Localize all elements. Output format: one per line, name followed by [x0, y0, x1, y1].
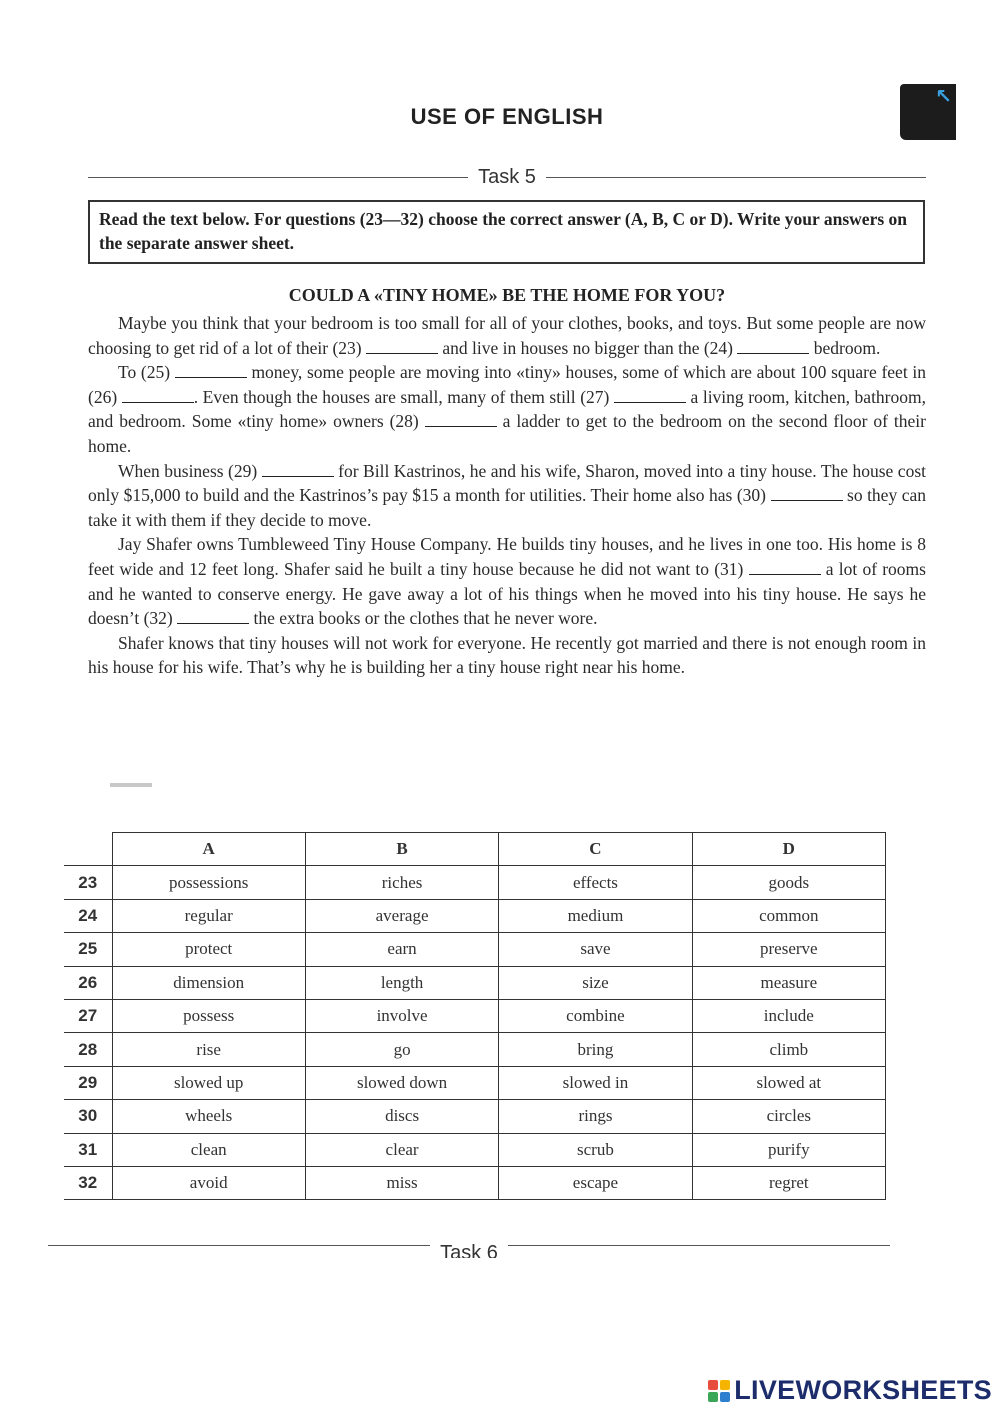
article-paragraph [88, 532, 926, 630]
answer-blank [177, 609, 249, 624]
option-cell: earn [305, 933, 498, 966]
option-cell: measure [692, 966, 885, 999]
answer-blank [749, 560, 821, 575]
paragraph-text: so they can take it with them if they decide to move. [88, 485, 926, 530]
table-row [64, 1100, 886, 1133]
table-row [64, 966, 886, 999]
option-cell: include [692, 999, 885, 1032]
option-cell: slowed at [692, 1066, 885, 1099]
paragraph-text: To (25) [118, 362, 175, 383]
task5-heading [88, 166, 926, 189]
option-cell: medium [499, 899, 692, 932]
question-number: 25 [64, 933, 112, 966]
option-cell: avoid [112, 1166, 305, 1199]
article-paragraph [88, 631, 926, 680]
option-cell: rise [112, 1033, 305, 1066]
option-cell: riches [305, 866, 498, 899]
question-number: 23 [64, 866, 112, 899]
option-cell: save [499, 933, 692, 966]
divider [546, 177, 926, 178]
arrow-up-left-icon: ↖ [935, 84, 952, 108]
answer-blank [122, 388, 194, 403]
option-cell: slowed in [499, 1066, 692, 1099]
option-cell: bring [499, 1033, 692, 1066]
paragraph-text: . Even though the houses are small, many of them still (27) [193, 386, 614, 407]
table-row [64, 1133, 886, 1166]
option-cell: involve [305, 999, 498, 1032]
paragraph-text: and live in houses no bigger than the (24) [438, 337, 738, 358]
option-cell: length [305, 966, 498, 999]
task5-label: Task 5 [478, 166, 536, 188]
option-cell: rings [499, 1100, 692, 1133]
liveworksheets-logo-icon [708, 1380, 730, 1402]
answer-options-table [64, 832, 886, 1200]
table-header-row [64, 833, 886, 866]
instructions-box: Read the text below. For questions (23—32) choose the correct answer (A, B, C or D). Write your answers on the separate answer sheet. [88, 200, 925, 264]
option-cell: go [305, 1033, 498, 1066]
section-title: USE OF ENGLISH [410, 104, 604, 129]
question-number: 30 [64, 1100, 112, 1133]
option-cell: wheels [112, 1100, 305, 1133]
paragraph-text: for Bill Kastrinos, he and his wife, Sharon, moved into a tiny house. The house cost only $15,000 to build and the Kastrinos’s pay $15 a month for utilities. Their home also has (30) [88, 460, 926, 506]
option-cell: miss [305, 1166, 498, 1199]
table-row [64, 866, 886, 899]
article-paragraph [88, 311, 926, 360]
question-number: 26 [64, 966, 112, 999]
divider [508, 1245, 890, 1246]
brand-name: LIVEWORKSHEETS [734, 1375, 992, 1405]
option-cell: dimension [112, 966, 305, 999]
option-cell: purify [692, 1133, 885, 1166]
paragraph-text: money, some people are moving into «tiny» houses, some of which are about 100 square feet in (26) [88, 362, 926, 407]
option-cell: slowed down [305, 1066, 498, 1099]
option-cell: possessions [112, 866, 305, 899]
option-cell: protect [112, 933, 305, 966]
option-cell: possess [112, 999, 305, 1032]
answer-blank [366, 339, 438, 354]
option-cell: escape [499, 1166, 692, 1199]
option-cell: combine [499, 999, 692, 1032]
table-row [64, 1033, 886, 1066]
column-header: B [305, 833, 498, 866]
question-number: 27 [64, 999, 112, 1032]
paragraph-text: bedroom. [809, 337, 881, 358]
answer-blank [737, 339, 809, 354]
paragraph-text: the extra books or the clothes that he never wore. [249, 608, 598, 629]
option-cell: average [305, 899, 498, 932]
option-cell: effects [499, 866, 692, 899]
task6-heading [48, 1232, 890, 1258]
paragraph-text: Shafer knows that tiny houses will not work for everyone. He recently got married and there is not enough room in his house for his wife. That’s why he is building her a tiny house right near his home. [88, 632, 926, 678]
option-cell: common [692, 899, 885, 932]
option-cell: clear [305, 1133, 498, 1166]
question-number: 31 [64, 1133, 112, 1166]
answer-blank [614, 388, 686, 403]
option-cell: regular [112, 899, 305, 932]
table-row [64, 933, 886, 966]
option-cell: scrub [499, 1133, 692, 1166]
question-number: 32 [64, 1166, 112, 1199]
answer-blank [771, 486, 843, 501]
article-paragraph [88, 360, 926, 458]
question-number: 24 [64, 899, 112, 932]
answer-blank [262, 462, 334, 477]
answer-blank [425, 412, 497, 427]
option-cell: size [499, 966, 692, 999]
paragraph-text: When business (29) [118, 460, 262, 481]
task6-label: Task 6 [440, 1241, 498, 1258]
article-title: COULD A «TINY HOME» BE THE HOME FOR YOU? [288, 285, 726, 305]
column-header: C [499, 833, 692, 866]
option-cell: slowed up [112, 1066, 305, 1099]
option-cell: clean [112, 1133, 305, 1166]
option-cell: preserve [692, 933, 885, 966]
article-text [88, 311, 926, 680]
liveworksheets-logo[interactable] [708, 1375, 992, 1406]
paragraph-text: a ladder to get to the bedroom on the second floor of their home. [88, 411, 926, 456]
paragraph-text: a living room, kitchen, bathroom, and bedroom. Some «tiny home» owners (28) [88, 386, 926, 432]
question-number: 29 [64, 1066, 112, 1099]
question-number: 28 [64, 1033, 112, 1066]
column-header: A [112, 833, 305, 866]
option-cell: goods [692, 866, 885, 899]
table-corner-cell [64, 833, 112, 866]
column-header: D [692, 833, 885, 866]
divider [110, 783, 152, 787]
answer-blank [175, 363, 247, 378]
table-row [64, 1066, 886, 1099]
paragraph-text: Jay Shafer owns Tumbleweed Tiny House Company. He builds tiny houses, and he lives in one too. His home is 8 feet wide and 12 feet long. Shafer said he built a tiny house because he did not want to (31) [88, 534, 926, 579]
paragraph-text: a lot of rooms and he wanted to conserve energy. He gave away a lot of his things when he moved into his tiny house. He says he doesn’t (32) [88, 558, 926, 629]
divider [88, 177, 468, 178]
option-cell: circles [692, 1100, 885, 1133]
option-cell: regret [692, 1166, 885, 1199]
divider [48, 1245, 430, 1246]
paragraph-text: Maybe you think that your bedroom is too small for all of your clothes, books, and toys. But some people are now choosing to get rid of a lot of their (23) [88, 313, 926, 358]
table-row [64, 899, 886, 932]
table-row [64, 999, 886, 1032]
option-cell: climb [692, 1033, 885, 1066]
option-cell: discs [305, 1100, 498, 1133]
article-paragraph [88, 459, 926, 533]
table-row [64, 1166, 886, 1199]
